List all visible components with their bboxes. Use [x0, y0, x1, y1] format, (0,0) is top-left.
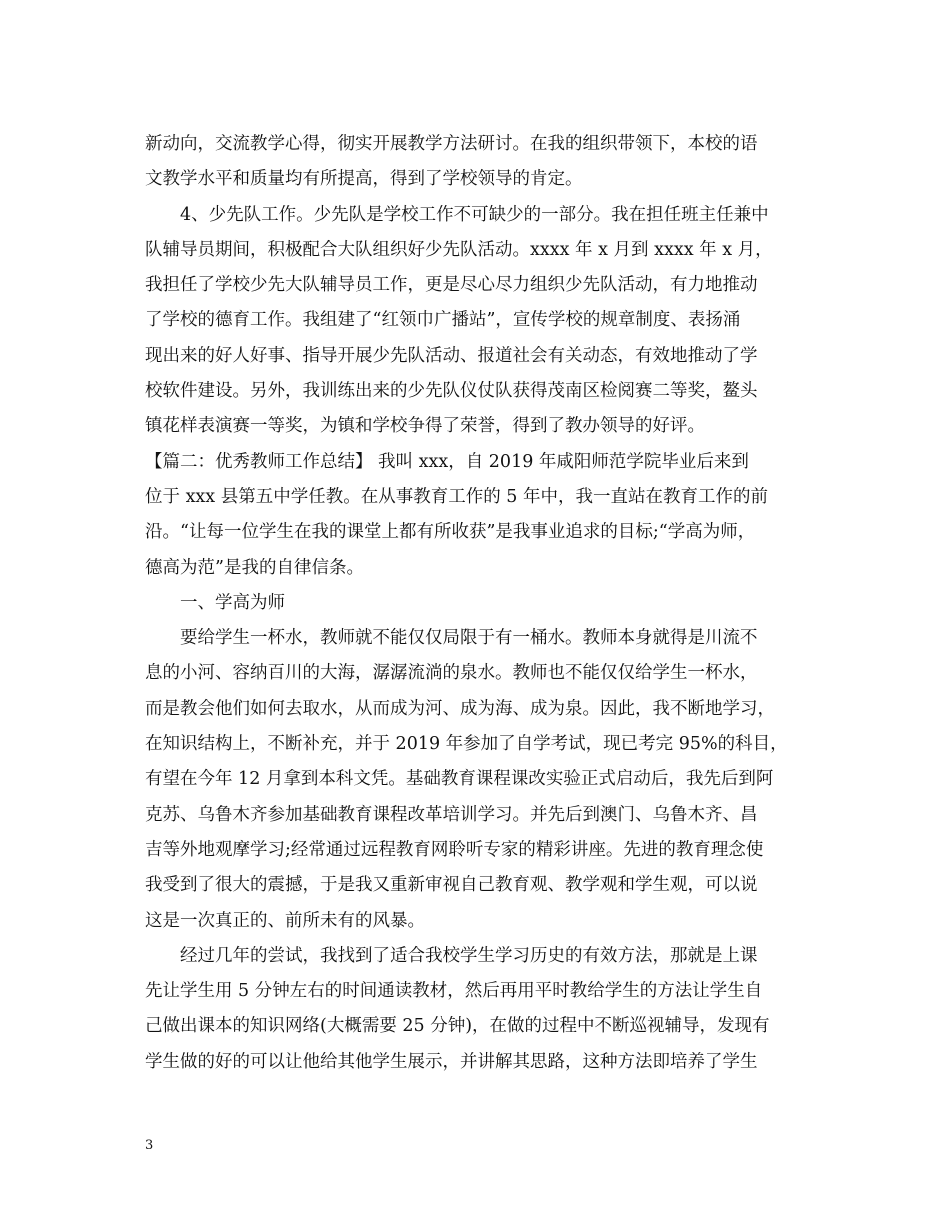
text-line: 德高为范”是我的自律信条。	[145, 557, 364, 578]
text-line: 经过几年的尝试，我找到了适合我校学生学习历史的有效方法，那就是上课	[180, 945, 758, 966]
text-line: 先让学生用 5 分钟左右的时间通读教材，然后再用平时教给学生的方法让学生自	[145, 981, 763, 1002]
text-line: 在知识结构上，不断补充，并于 2019 年参加了自学考试，现已考完 95%的科目，	[145, 734, 788, 755]
text-line: 校软件建设。另外，我训练出来的少先队仪仗队获得茂南区检阅赛二等奖，鳌头	[145, 381, 758, 402]
text-line: 我担任了学校少先大队辅导员工作，更是尽心尽力组织少先队活动，有力地推动	[145, 275, 758, 296]
text-line: 4、少先队工作。少先队是学校工作不可缺少的一部分。我在担任班主任兼中	[180, 204, 769, 225]
text-line: 学生做的好的可以让他给其他学生展示，并讲解其思路，这种方法即培养了学生	[145, 1051, 758, 1072]
text-line: 了学校的德育工作。我组建了“红领巾广播站”，宣传学校的规章制度、表扬涌	[145, 310, 741, 331]
text-line: 文教学水平和质量均有所提高，得到了学校领导的肯定。	[145, 169, 583, 190]
text-line: 要给学生一杯水，教师就不能仅仅局限于有一桶水。教师本身就得是川流不	[180, 628, 758, 649]
text-line: 我受到了很大的震撼，于是我又重新审视自己教育观、教学观和学生观，可以说	[145, 875, 758, 896]
text-line: 而是教会他们如何去取水，从而成为河、成为海、成为泉。因此，我不断地学习，	[145, 698, 775, 719]
text-line: 镇花样表演赛一等奖，为镇和学校争得了荣誉，得到了教办领导的好评。	[145, 416, 705, 437]
text-line: 息的小河、容纳百川的大海，潺潺流淌的泉水。教师也不能仅仅给学生一杯水，	[145, 663, 758, 684]
text-line: 新动向，交流教学心得，彻实开展教学方法研讨。在我的组织带领下，本校的语	[145, 134, 758, 154]
text-line: 位于 xxx 县第五中学任教。在从事教育工作的 5 年中，我一直站在教育工作的前	[145, 486, 768, 507]
text-line: 吉等外地观摩学习;经常通过远程教育网聆听专家的精彩讲座。先进的教育理念使	[145, 839, 764, 860]
text-line: 队辅导员期间，积极配合大队组织好少先队活动。xxxx 年 x 月到 xxxx 年 x 月，	[145, 239, 773, 260]
text-line: 【篇二：优秀教师工作总结】 我叫 xxx，自 2019 年咸阳师范学院毕业后来到	[145, 451, 749, 472]
text-line: 己做出课本的知识网络(大概需要 25 分钟)，在做的过程中不断巡视辅导，发现有	[145, 1016, 770, 1037]
text-line: 一、学高为师	[180, 592, 285, 613]
text-line: 克苏、乌鲁木齐参加基础教育课程改革培训学习。并先后到澳门、乌鲁木齐、昌	[145, 804, 758, 825]
text-line: 沿。“让每一位学生在我的课堂上都有所收获”是我事业追求的目标;“学高为师，	[145, 522, 756, 543]
page-number: 3	[145, 1138, 154, 1153]
text-line: 这是一次真正的、前所未有的风暴。	[145, 910, 425, 931]
text-line: 有望在今年 12 月拿到本科文凭。基础教育课程课改实验正式启动后，我先后到阿	[145, 769, 774, 790]
text-line: 现出来的好人好事、指导开展少先队活动、报道社会有关动态，有效地推动了学	[145, 345, 758, 366]
body-text	[145, 127, 815, 1080]
